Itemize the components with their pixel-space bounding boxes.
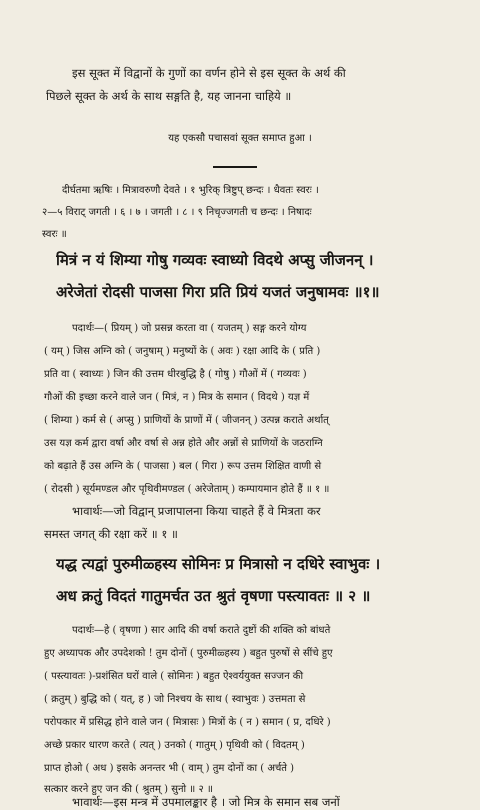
- padartha-line: ( यम् ) जिस अग्नि को ( जनुषाम् ) मनुष्यों के ( अवः ) रक्षा आदि के ( प्रति ): [44, 346, 321, 357]
- intro-line: इस सूक्त में विद्वानों के गुणों का वर्णन होने से इस सूक्त के अर्थ की: [72, 66, 346, 80]
- padartha-line: ( रोदसी ) सूर्यमण्डल और पृथिवीमण्डल ( अरेजेताम् ) कम्पायमान होते हैं ॥ १ ॥: [44, 484, 330, 495]
- padartha-line: गौओं की इच्छा करने वाले जन ( मित्रं, न ) मित्र के समान ( विदथे ) यज्ञ में: [44, 392, 310, 403]
- padartha-line: अच्छे प्रकार धारण करते ( त्यत् ) उनको ( गातुम् ) पृथिवी को ( विदतम् ): [44, 740, 305, 751]
- padartha-line: पदार्थः—( प्रियम् ) जो प्रसन्न करता वा ( यजतम् ) सङ्ग करने योग्य: [72, 323, 307, 334]
- meta-line: दीर्घतमा ऋषिः । मित्रावरुणौ देवते । १ भुरिक् त्रिष्टुप् छन्दः । धैवतः स्वरः ।: [62, 185, 319, 196]
- padartha-line: ( शिम्या ) कर्म से ( अप्सु ) प्राणियों के प्राणों में ( जीजनन् ) उत्पन्न कराते अर्थात्: [44, 415, 329, 426]
- padartha-line: हुए अध्यापक और उपदेशको ! तुम दोनों ( पुरुमीळ्हस्य ) बहुत पुरुषों से सींचे हुए: [44, 648, 333, 659]
- mantra-line: यद्ध त्यद्वां पुरुमीळ्हस्य सोमिनः प्र मित्रासो न दधिरे स्वाभुवः ।: [56, 555, 381, 573]
- padartha-line: ( क्रतुम् ) बुद्धि को ( यत्, ह ) जो निश्चय के साथ ( स्वाभुवः ) उत्तमता से: [44, 694, 306, 705]
- padartha-line: सत्कार करने हुए जन की ( श्रुतम् ) सुनो ॥ २ ॥: [44, 784, 213, 795]
- bhavartha-line: भावार्थः—जो विद्वान् प्रजापालना किया चाहते हैं वे मित्रता कर: [72, 504, 321, 518]
- bhavartha-line: भावार्थः—इस मन्त्र में उपमालङ्कार है । जो मित्र के समान सब जनों: [72, 795, 340, 809]
- intro-line: पिछले सूक्त के अर्थ के साथ सङ्गति है, यह जानना चाहिये ॥: [46, 89, 292, 103]
- meta-line: स्वरः ॥: [42, 229, 67, 240]
- end-note: यह एकसौ पचासवां सूक्त समाप्त हुआ ।: [168, 133, 312, 144]
- mantra-line: अरेजेतां रोदसी पाजसा गिरा प्रति प्रियं यजतं जनुषामवः ॥१॥: [56, 283, 380, 301]
- padartha-line: पदार्थः—हे ( वृषणा ) सार आदि की वर्षा कराते दुष्टों की शक्ति को बांधते: [72, 625, 331, 636]
- padartha-line: प्रति वा ( स्वाध्यः ) जिन की उत्तम धीरबुद्धि है ( गोषु ) गौओं में ( गव्यवः ): [44, 369, 307, 380]
- separator-rule: [213, 166, 257, 168]
- mantra-line: मित्रं न यं शिम्या गोषु गव्यवः स्वाध्यो विदथे अप्सु जीजनन् ।: [56, 251, 374, 269]
- padartha-line: ( पस्त्यावतः )-प्रशंसित घरों वाले ( सोमिनः ) बहुत ऐश्वर्ययुक्त सज्जन की: [44, 671, 304, 682]
- bhavartha-line: समस्त जगत् की रक्षा करें ॥ १ ॥: [44, 527, 178, 541]
- meta-line: २—५ विराट् जगती । ६ । ७ । जगती । ८ । ९ निचृज्जगती च छन्दः । निषादः: [42, 207, 312, 218]
- padartha-line: उस यज्ञ कर्म द्वारा वर्षा और वर्षा से अन्न होते और अन्नों से प्राणियों के जठराग्नि: [44, 438, 323, 449]
- mantra-line: अध क्रतुं विदतं गातुमर्चत उत श्रुतं वृषणा पस्त्यावतः ॥ २ ॥: [56, 587, 371, 605]
- padartha-line: को बढ़ाते हैं उस अग्नि के ( पाजसा ) बल ( गिरा ) रूप उत्तम शिक्षित वाणी से: [44, 461, 322, 472]
- padartha-line: परोपकार में प्रसिद्ध होने वाले जन ( मित्रासः ) मित्रों के ( न ) समान ( प्र, दधिरे ): [44, 717, 331, 728]
- padartha-line: प्राप्त होओ ( अध ) इसके अनन्तर भी ( वाम् ) तुम दोनों का ( अर्चते ): [44, 763, 295, 774]
